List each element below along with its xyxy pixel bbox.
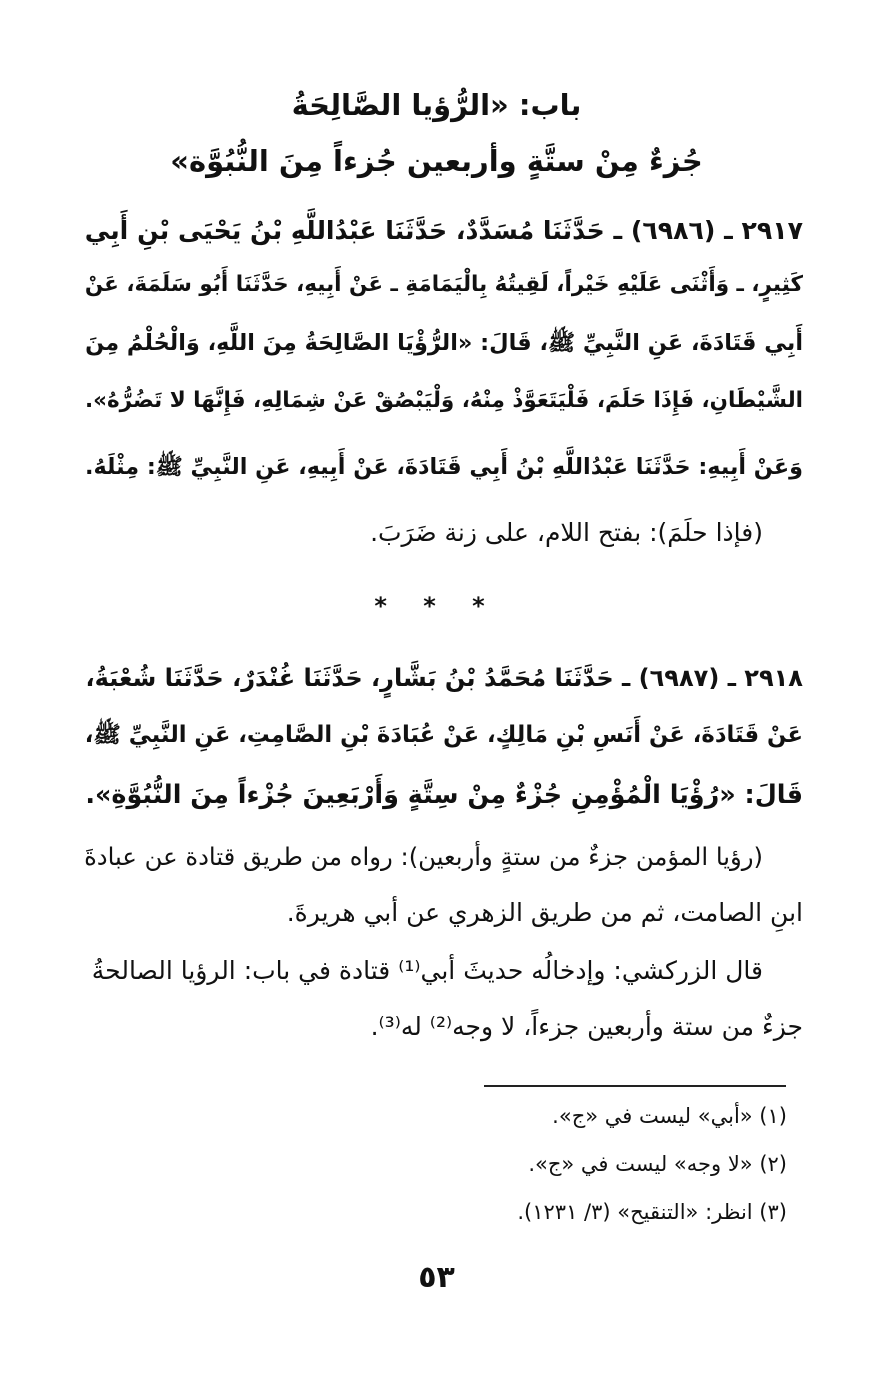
section-separator — [0, 592, 873, 620]
footnote-1: (١) «أبي» ليست في «ج». — [552, 1104, 787, 1128]
hadith-2917-line: وَعَنْ أَبِيهِ: حَدَّثَنَا عَبْدُاللَّهِ بْنُ أَبِي قَتَادَةَ، عَنْ أَبِيهِ، عَنِ النَّبِيِّ ﷺ: مِثْلَهُ. — [85, 454, 803, 480]
chapter-title-line-2: جُزءٌ مِنْ ستَّةٍ وأربعين جُزءاً مِنَ النُّبُوَّة» — [170, 144, 703, 178]
hadith-2918-line: عَنْ قَتَادَةَ، عَنْ أَنَسِ بْنِ مَالِكٍ، عَنْ عُبَادَةَ بْنِ الصَّامِتِ، عَنِ النَّبِيِّ ﷺ، — [84, 722, 803, 748]
hadith-2917-line: الشَّيْطَانِ، فَإِذَا حَلَمَ، فَلْيَتَعَوَّذْ مِنْهُ، وَلْيَبْصُقْ عَنْ شِمَالِهِ، فَإِنَّهَا لا تَضُرُّهُ». — [84, 388, 803, 413]
footnotes — [70, 1104, 787, 1234]
commentary-2917 — [70, 518, 803, 558]
hadith-2918-line: قَالَ: «رُؤْيَا الْمُؤْمِنِ جُزْءٌ مِنْ سِتَّةٍ وَأَرْبَعِينَ جُزْءاً مِنَ النُّبُوَّةِ». — [85, 780, 803, 810]
page-number — [0, 1260, 873, 1295]
footnote-divider — [484, 1085, 786, 1087]
zarkashi-note — [70, 956, 803, 1056]
hadith-2918-line: ٢٩١٨ ـ (٦٩٨٧) ـ حَدَّثَنَا مُحَمَّدُ بْنُ بَشَّارٍ، حَدَّثَنَا غُنْدَرٌ، حَدَّثَنَا شُعْبَةُ، — [85, 664, 803, 692]
footnote-2: (٢) «لا وجه» ليست في «ج». — [528, 1152, 787, 1176]
commentary-2918-line: (رؤيا المؤمن جزءٌ من ستةٍ وأربعين): رواه من طريق قتادة عن عبادةَ — [84, 842, 763, 871]
commentary-2918 — [70, 842, 803, 942]
page-number-text: ٥٣ — [418, 1260, 455, 1295]
hadith-2917-line: كَثِيرٍ، ـ وَأَثْنَى عَلَيْهِ خَيْراً، لَقِيتُهُ بِالْيَمَامَةِ ـ عَنْ أَبِيهِ، حَدَّثَنَا أَبُو سَلَمَةَ، عَنْ — [84, 272, 803, 297]
hadith-2917 — [70, 216, 803, 506]
hadith-2917-line: أَبِي قَتَادَةَ، عَنِ النَّبِيِّ ﷺ، قَالَ: «الرُّؤْيَا الصَّالِحَةُ مِنَ اللَّهِ، وَالْحُلْمُ مِنَ — [85, 330, 803, 356]
zarkashi-note-line: جزءٌ من ستة وأربعين جزءاً، لا وجه⁽²⁾ له⁽³⁾. — [370, 1012, 803, 1041]
commentary-2918-line: ابنِ الصامت، ثم من طريق الزهري عن أبي هريرةَ. — [286, 898, 803, 927]
chapter-title-line-1: باب: «الرُّؤيا الصَّالِحَةُ — [291, 88, 582, 122]
hadith-2918 — [70, 664, 803, 834]
separator-stars: * * * — [374, 592, 499, 620]
footnote-3: (٣) انظر: «التنقيح» (٣/ ١٢٣١). — [517, 1200, 787, 1224]
commentary-2917-text: (فإذا حلَمَ): بفتح اللام، على زنة ضَرَبَ. — [370, 518, 763, 547]
hadith-2917-line: ٢٩١٧ ـ (٦٩٨٦) ـ حَدَّثَنَا مُسَدَّدٌ، حَدَّثَنَا عَبْدُاللَّهِ بْنُ يَحْيَى بْنِ أَبِي — [84, 216, 803, 245]
zarkashi-note-line: قال الزركشي: وإدخالُه حديثَ أبي⁽¹⁾ قتادة في باب: الرؤيا الصالحةُ — [91, 956, 763, 985]
